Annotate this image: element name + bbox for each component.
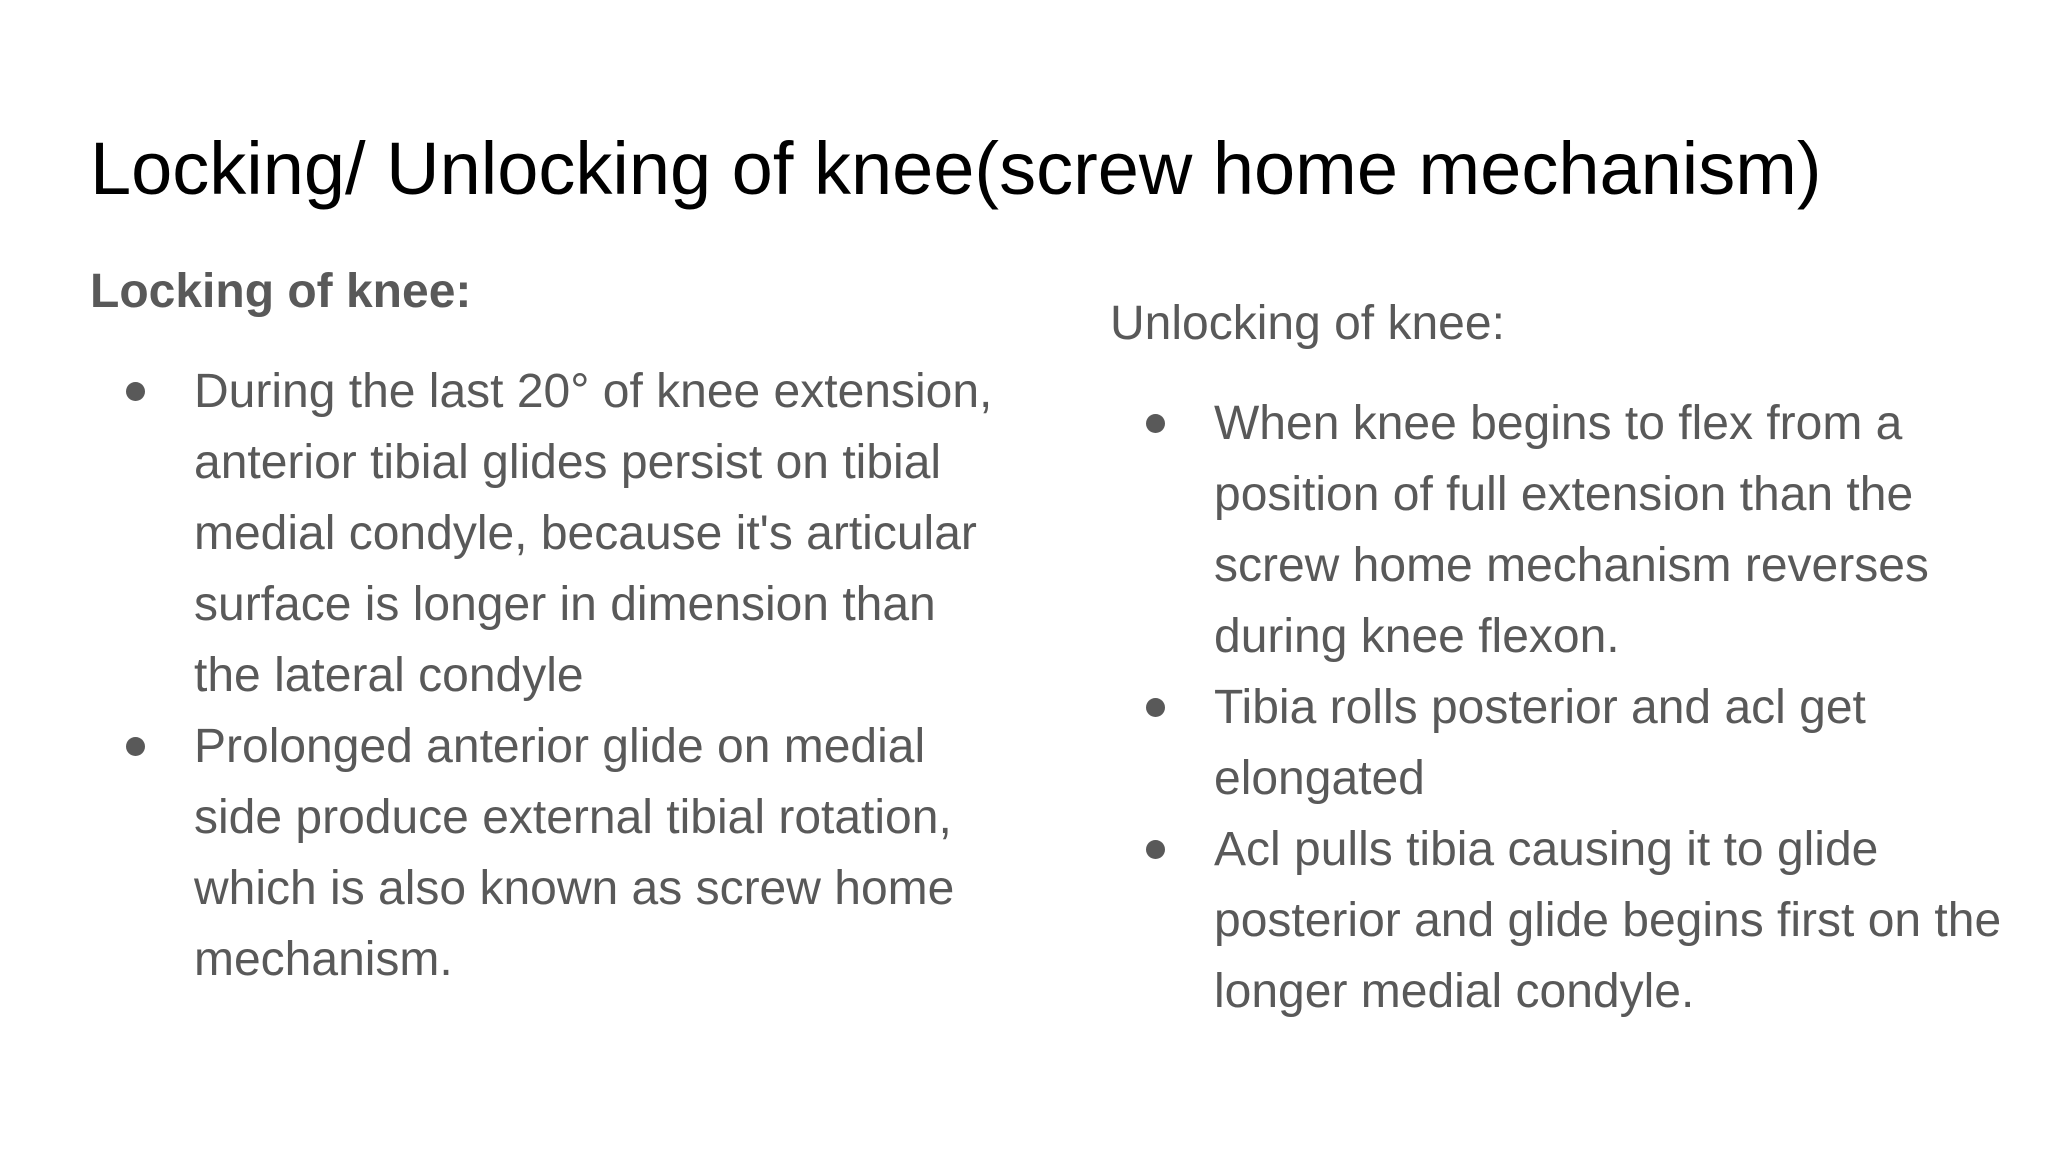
bullet-text: During the last 20° of knee extension, anterior tibial glides persist on tibial medial condyle, because it's articular surface is longer in dimension than the lateral condyle — [194, 365, 993, 702]
bullet-text: When knee begins to flex from a position of full extension than the screw home mechanism reverses during knee flexon. — [1214, 397, 1929, 663]
list-item — [1110, 672, 2010, 814]
list-item — [90, 356, 1010, 711]
unlocking-heading: Unlocking of knee: — [1110, 297, 1505, 350]
bullet-dot-icon — [126, 382, 145, 401]
unlocking-column — [1110, 294, 2010, 1027]
bullet-text: Prolonged anterior glide on medial side produce external tibial rotation, which is also known as screw home mechanism. — [194, 720, 955, 986]
unlocking-bullet-list — [1110, 388, 2010, 1027]
bullet-dot-icon — [1146, 414, 1165, 433]
locking-column — [90, 262, 1010, 995]
slide-title: Locking/ Unlocking of knee(screw home mechanism) — [90, 127, 1822, 210]
locking-heading: Locking of knee: — [90, 265, 472, 318]
list-item — [90, 711, 1010, 995]
list-item — [1110, 388, 2010, 672]
bullet-text: Acl pulls tibia causing it to glide posterior and glide begins first on the longer medial condyle. — [1214, 823, 2002, 1018]
locking-bullet-list — [90, 356, 1010, 995]
list-item — [1110, 814, 2010, 1027]
bullet-dot-icon — [126, 737, 145, 756]
bullet-dot-icon — [1146, 698, 1165, 717]
bullet-dot-icon — [1146, 840, 1165, 859]
bullet-text: Tibia rolls posterior and acl get elongated — [1214, 681, 1866, 805]
